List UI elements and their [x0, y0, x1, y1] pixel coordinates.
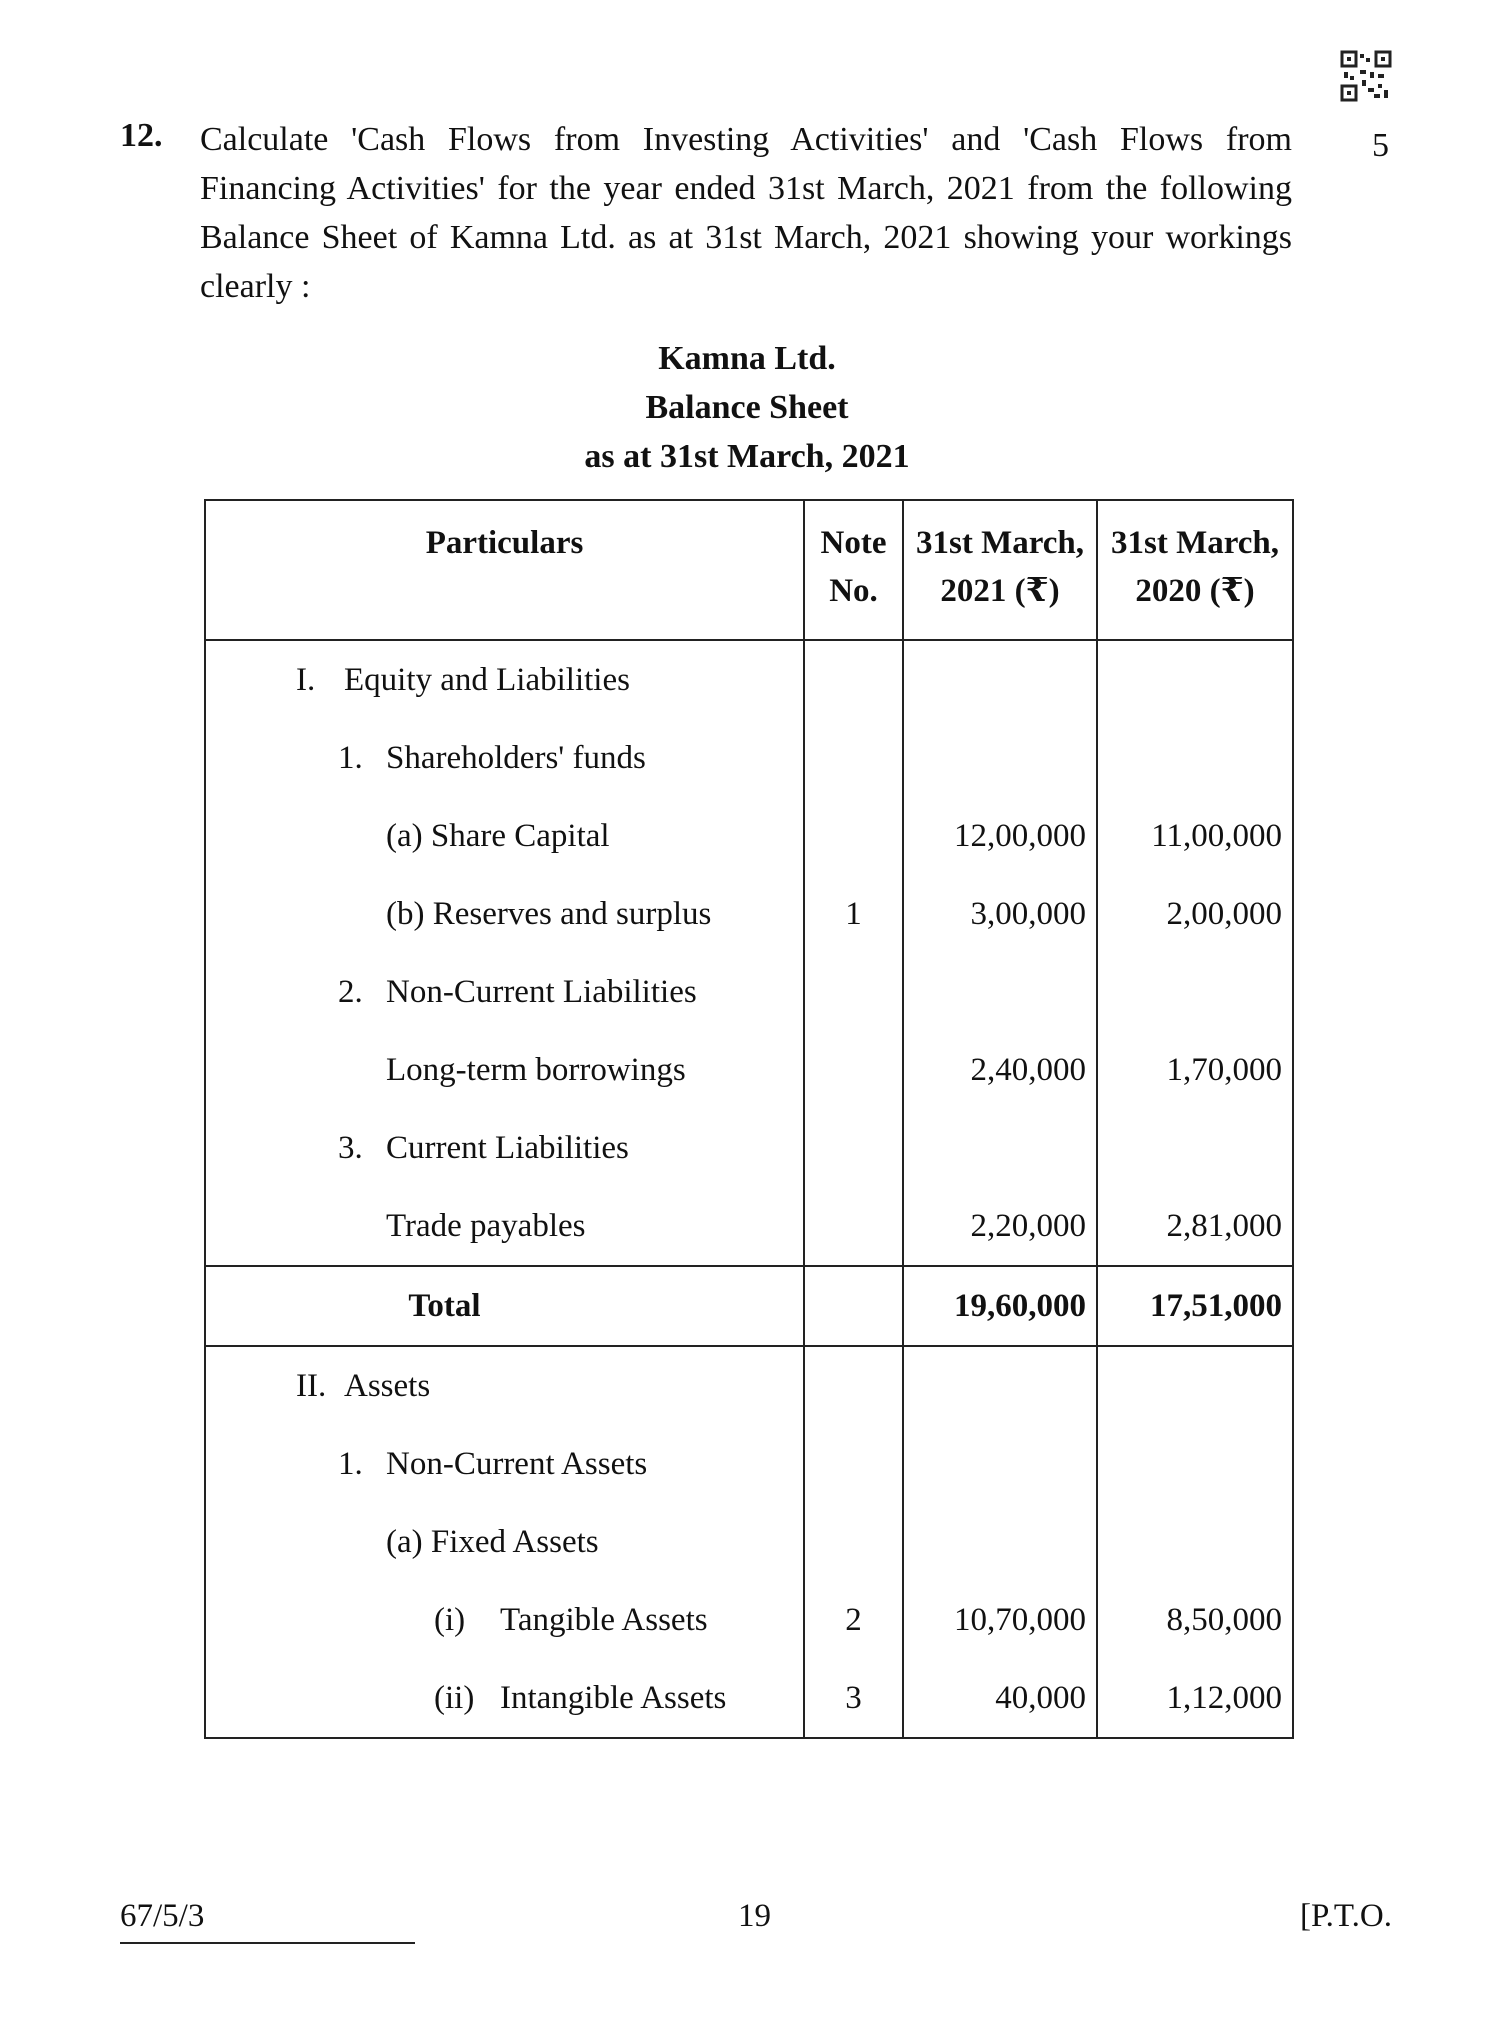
row-label: Trade payables — [205, 1187, 804, 1266]
question-number: 12. — [120, 117, 163, 154]
row-value-2020: 1,12,000 — [1097, 1659, 1293, 1738]
question-marks: 5 — [1372, 127, 1389, 164]
row-value-2020: 1,70,000 — [1097, 1031, 1293, 1109]
row-note: 3 — [804, 1659, 903, 1738]
row-label: (i) Tangible Assets — [205, 1581, 804, 1659]
table-row — [205, 797, 1293, 875]
pto-marker: [P.T.O. — [1300, 1898, 1392, 1934]
row-value-2021 — [903, 1503, 1097, 1581]
paper-code-underline — [120, 1942, 415, 1944]
row-value-2021: 10,70,000 — [903, 1581, 1097, 1659]
header-2021: 31st March, 2021 (₹) — [903, 500, 1097, 640]
row-note — [804, 719, 903, 797]
row-value-2021: 3,00,000 — [903, 875, 1097, 953]
balance-sheet-table — [204, 499, 1294, 1739]
statement-title: Balance Sheet — [645, 389, 849, 426]
header-2020: 31st March, 2020 (₹) — [1097, 500, 1293, 640]
table-row — [205, 1109, 1293, 1187]
row-value-2020 — [1097, 1425, 1293, 1503]
row-label: (ii) Intangible Assets — [205, 1659, 804, 1738]
total-value-2021: 19,60,000 — [903, 1266, 1097, 1346]
row-value-2021 — [903, 1425, 1097, 1503]
row-note — [804, 1503, 903, 1581]
row-note — [804, 640, 903, 719]
table-row — [205, 1187, 1293, 1266]
row-note — [804, 1187, 903, 1266]
page-number: 19 — [738, 1898, 771, 1934]
row-value-2020 — [1097, 1346, 1293, 1425]
table-row — [205, 719, 1293, 797]
table-row — [205, 1425, 1293, 1503]
row-value-2021 — [903, 1346, 1097, 1425]
total-note — [804, 1266, 903, 1346]
row-value-2020: 2,81,000 — [1097, 1187, 1293, 1266]
company-name: Kamna Ltd. — [658, 340, 836, 377]
table-row — [205, 875, 1293, 953]
row-value-2021 — [903, 1109, 1097, 1187]
table-row — [205, 1503, 1293, 1581]
total-label: Total — [205, 1266, 804, 1346]
row-value-2021 — [903, 953, 1097, 1031]
row-note — [804, 1031, 903, 1109]
header-particulars: Particulars — [205, 500, 804, 640]
statement-date: as at 31st March, 2021 — [584, 438, 910, 475]
row-value-2020 — [1097, 1109, 1293, 1187]
row-value-2020: 2,00,000 — [1097, 875, 1293, 953]
row-note — [804, 1109, 903, 1187]
row-value-2020 — [1097, 640, 1293, 719]
row-value-2020: 11,00,000 — [1097, 797, 1293, 875]
row-value-2021 — [903, 719, 1097, 797]
total-row — [205, 1266, 1293, 1346]
row-value-2021: 2,40,000 — [903, 1031, 1097, 1109]
header-note-no: Note No. — [804, 500, 903, 640]
row-label: 3. Current Liabilities — [205, 1109, 804, 1187]
row-label: II. Assets — [205, 1346, 804, 1425]
row-note: 2 — [804, 1581, 903, 1659]
row-value-2021: 2,20,000 — [903, 1187, 1097, 1266]
row-value-2020 — [1097, 719, 1293, 797]
table-row — [205, 953, 1293, 1031]
row-value-2021: 40,000 — [903, 1659, 1097, 1738]
row-label: (b) Reserves and surplus — [205, 875, 804, 953]
qr-code-icon — [1340, 50, 1392, 102]
row-label: 2. Non-Current Liabilities — [205, 953, 804, 1031]
table-row — [205, 640, 1293, 719]
row-label: 1. Non-Current Assets — [205, 1425, 804, 1503]
row-note: 1 — [804, 875, 903, 953]
row-label: Long-term borrowings — [205, 1031, 804, 1109]
paper-code: 67/5/3 — [120, 1898, 205, 1934]
row-value-2021 — [903, 640, 1097, 719]
row-label: (a) Fixed Assets — [205, 1503, 804, 1581]
row-note — [804, 797, 903, 875]
row-note — [804, 1346, 903, 1425]
question-text: Calculate 'Cash Flows from Investing Activities' and 'Cash Flows from Financing Activities' for the year ended 31st March, 2021 from the following Balance Sheet of Kamna Ltd. as at 31st March, 2021 showing your workings clearly : — [200, 121, 1292, 305]
row-value-2020 — [1097, 953, 1293, 1031]
total-value-2020: 17,51,000 — [1097, 1266, 1293, 1346]
row-label: 1. Shareholders' funds — [205, 719, 804, 797]
table-header-row — [205, 500, 1293, 640]
row-value-2021: 12,00,000 — [903, 797, 1097, 875]
row-label: (a) Share Capital — [205, 797, 804, 875]
table-row — [205, 1031, 1293, 1109]
table-row — [205, 1581, 1293, 1659]
row-note — [804, 953, 903, 1031]
table-row — [205, 1659, 1293, 1738]
row-value-2020: 8,50,000 — [1097, 1581, 1293, 1659]
row-value-2020 — [1097, 1503, 1293, 1581]
table-row — [205, 1346, 1293, 1425]
row-label: I. Equity and Liabilities — [205, 640, 804, 719]
row-note — [804, 1425, 903, 1503]
